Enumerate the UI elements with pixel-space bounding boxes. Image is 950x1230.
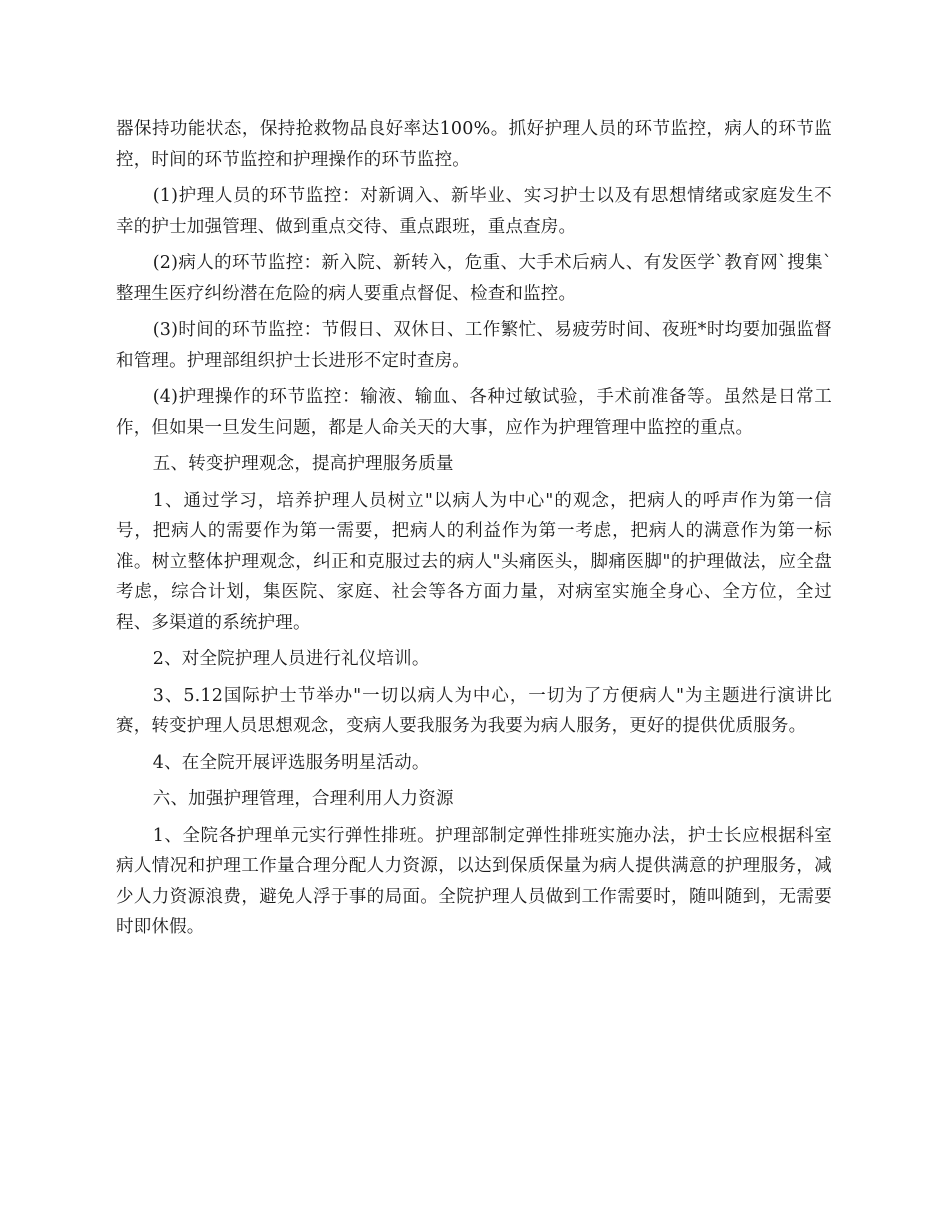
paragraph-9: 3、5.12国际护士节举办"一切以病人为中心，一切为了方便病人"为主题进行演讲比赛，转变护理人员思想观念，变病人要我服务为我要为病人服务，更好的提供优质服务。 [116, 685, 832, 736]
section-heading-6: 六、加强护理管理，合理利用人力资源 [152, 789, 454, 809]
paragraph-4: (3)时间的环节监控：节假日、双休日、工作繁忙、易疲劳时间、夜班*时均要加强监督和管理。护理部组织护士长进形不定时查房。 [116, 320, 832, 371]
paragraph-12: 1、全院各护理单元实行弹性排班。护理部制定弹性排班实施办法，护士长应根据科室病人情况和护理工作量合理分配人力资源，以达到保质保量为病人提供满意的护理服务，减少人力资源浪费，避免人浮于事的局面。全院护理人员做到工作需要时，随叫随到，无需要时即休假。 [116, 825, 832, 937]
document-body [116, 114, 832, 949]
paragraph-5: (4)护理操作的环节监控：输液、输血、各种过敏试验，手术前准备等。虽然是日常工作，但如果一旦发生问题，都是人命关天的大事，应作为护理管理中监控的重点。 [116, 387, 832, 438]
paragraph-2: (1)护理人员的环节监控：对新调入、新毕业、实习护士以及有思想情绪或家庭发生不幸的护士加强管理、做到重点交待、重点跟班，重点查房。 [116, 186, 832, 237]
paragraph-10: 4、在全院开展评选服务明星活动。 [152, 752, 430, 773]
paragraph-7: 1、通过学习，培养护理人员树立"以病人为中心"的观念，把病人的呼声作为第一信号，把病人的需要作为第一需要，把病人的利益作为第一考虑，把病人的满意作为第一标准。树立整体护理观念，纠正和克服过去的病人"头痛医头，脚痛医脚"的护理做法，应全盘考虑，综合计划，集医院、家庭、社会等各方面力量，对病室实施全身心、全方位，全过程、多渠道的系统护理。 [116, 490, 832, 633]
paragraph-1: 器保持功能状态，保持抢救物品良好率达100%。抓好护理人员的环节监控，病人的环节监控，时间的环节监控和护理操作的环节监控。 [116, 119, 832, 170]
paragraph-3: (2)病人的环节监控：新入院、新转入，危重、大手术后病人、有发医学`教育网`搜集`整理生医疗纠纷潜在危险的病人要重点督促、检查和监控。 [116, 253, 832, 304]
paragraph-8: 2、对全院护理人员进行礼仪培训。 [152, 649, 430, 669]
section-heading-5: 五、转变护理观念，提高护理服务质量 [152, 454, 454, 474]
